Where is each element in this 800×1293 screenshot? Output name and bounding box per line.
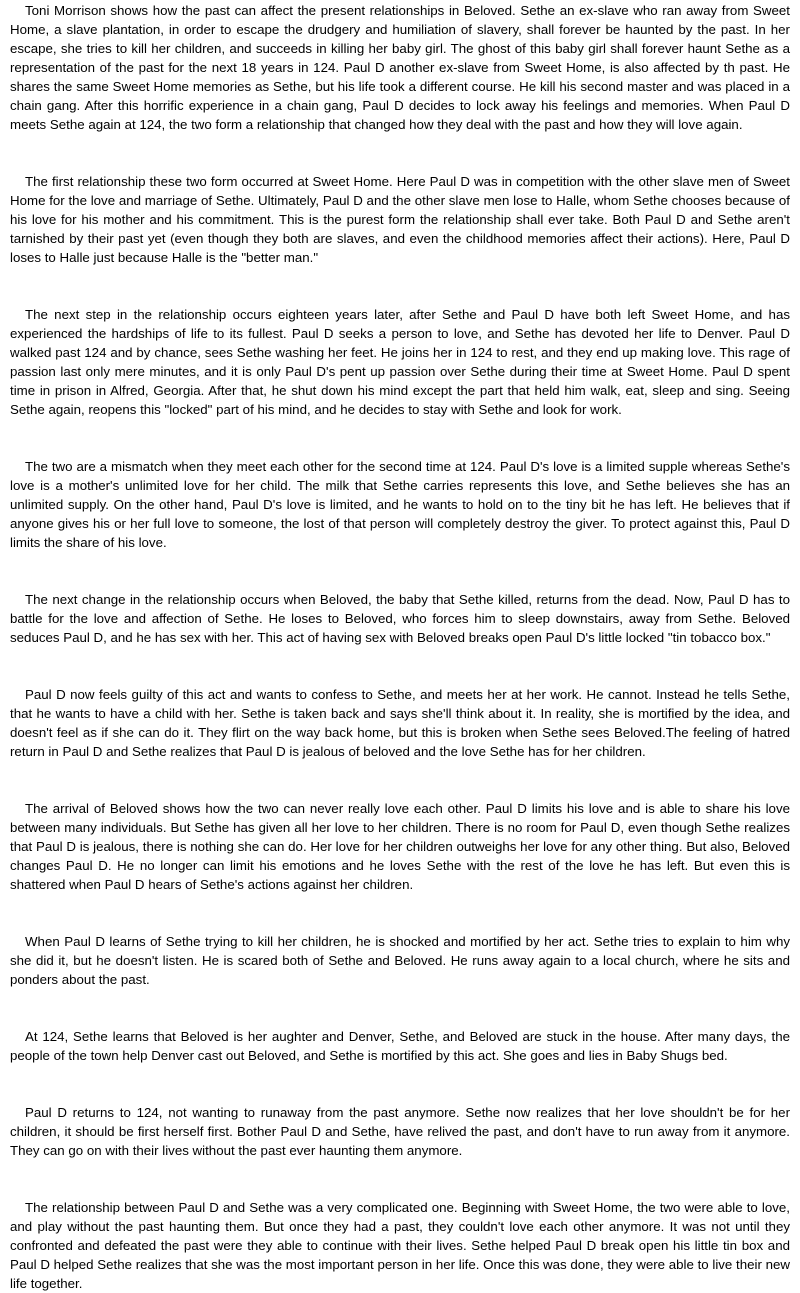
paragraph-gap	[10, 267, 790, 305]
essay-document	[10, 1, 790, 1293]
paragraph-gap	[10, 894, 790, 932]
paragraph-10: Paul D returns to 124, not wanting to runaway from the past anymore. Sethe now realizes that her love shouldn't be for her children, it should be first herself first. Bother Paul D and Sethe, have relived the past, and don't have to run away from it anymore. They can go on with their lives without the past ever haunting them anymore.	[10, 1105, 790, 1158]
paragraph-6: Paul D now feels guilty of this act and wants to confess to Sethe, and meets her at her work. He cannot. Instead he tells Sethe, that he wants to have a child with her. Sethe is taken back and says she'll think about it. In reality, she is mortified by the idea, and doesn't feel as if she can do it. They flirt on the way back home, but this is broken when Sethe sees Beloved.The feeling of hatred return in Paul D and Sethe realizes that Paul D is jealous of beloved and the love Sethe has for her children.	[10, 687, 790, 759]
paragraph-3: The next step in the relationship occurs eighteen years later, after Sethe and Paul D have both left Sweet Home, and has experienced the hardships of life to its fullest. Paul D seeks a person to love, and Sethe has devoted her life to Denver. Paul D walked past 124 and by chance, sees Sethe washing her feet. He joins her in 124 to rest, and they end up making love. This rage of passion last only mere minutes, and it is only Paul D's pent up passion over Sethe during their time at Sweet Home. Paul D spent time in prison in Alfred, Georgia. After that, he shut down his mind except the part that held him walk, eat, sleep and sing. Seeing Sethe again, reopens this "locked" part of his mind, and he decides to stay with Sethe and look for work.	[10, 307, 790, 417]
paragraph-gap	[10, 989, 790, 1027]
paragraph-gap	[10, 761, 790, 799]
paragraph-gap	[10, 419, 790, 457]
paragraph-gap	[10, 1065, 790, 1103]
paragraph-gap	[10, 1160, 790, 1198]
paragraph-9: At 124, Sethe learns that Beloved is her aughter and Denver, Sethe, and Beloved are stuck in the house. After many days, the people of the town help Denver cast out Beloved, and Sethe is mortified by this act. She goes and lies in Baby Shugs bed.	[10, 1029, 790, 1063]
paragraph-8: When Paul D learns of Sethe trying to kill her children, he is shocked and mortified by her act. Sethe tries to explain to him why she did it, but he doesn't listen. He is scared both of Sethe and Beloved. He runs away again to a local church, where he sits and ponders about the past.	[10, 934, 790, 987]
paragraph-gap	[10, 552, 790, 590]
paragraph-11: The relationship between Paul D and Sethe was a very complicated one. Beginning with Sweet Home, the two were able to love, and play without the past haunting them. But once they had a past, they couldn't love each other anymore. It was not until they confronted and defeated the past were they able to continue with their lives. Sethe helped Paul D break open his little tin box and Paul D helped Sethe realizes that she was the most important person in her life. Once this was done, they were able to live their new life together.	[10, 1200, 790, 1291]
paragraph-gap	[10, 647, 790, 685]
paragraph-gap	[10, 134, 790, 172]
paragraph-4: The two are a mismatch when they meet each other for the second time at 124. Paul D's love is a limited supple whereas Sethe's love is a mother's unlimited love for her child. The milk that Sethe carries represents this love, and Sethe believes she has an unlimited supply. On the other hand, Paul D's love is limited, and he wants to hold on to the tiny bit he has left. He believes that if anyone gives his or her full love to someone, the lost of that person will completely destroy the giver. To protect against this, Paul D limits the share of his love.	[10, 459, 790, 550]
paragraph-1: Toni Morrison shows how the past can affect the present relationships in Beloved. Sethe an ex-slave who ran away from Sweet Home, a slave plantation, in order to escape the drudgery and humiliation of slavery, shall forever be haunted by the past. In her escape, she tries to kill her children, and succeeds in killing her baby girl. The ghost of this baby girl shall forever haunt Sethe as a representation of the past for the next 18 years in 124. Paul D another ex-slave from Sweet Home, is also affected by th past. He shares the same Sweet Home memories as Sethe, but his life took a different course. He kill his second master and was placed in a chain gang. After this horrific experience in a chain gang, Paul D decides to lock away his feelings and memories. When Paul D meets Sethe again at 124, the two form a relationship that changed how they deal with the past and how they will love again.	[10, 3, 790, 132]
paragraph-7: The arrival of Beloved shows how the two can never really love each other. Paul D limits his love and is able to share his love between many individuals. But Sethe has given all her love to her children. There is no room for Paul D, even though Sethe realizes that Paul D is jealous, there is nothing she can do. Her love for her children outweighs her love for any other thing. But also, Beloved changes Paul D. He no longer can limit his emotions and he loves Sethe with the rest of the love he has left. But even this is shattered when Paul D hears of Sethe's actions against her children.	[10, 801, 790, 892]
paragraph-5: The next change in the relationship occurs when Beloved, the baby that Sethe killed, returns from the dead. Now, Paul D has to battle for the love and affection of Sethe. He loses to Beloved, who forces him to sleep downstairs, away from Sethe. Beloved seduces Paul D, and he has sex with her. This act of having sex with Beloved breaks open Paul D's little locked "tin tobacco box."	[10, 592, 790, 645]
paragraph-2: The first relationship these two form occurred at Sweet Home. Here Paul D was in competition with the other slave men of Sweet Home for the love and marriage of Sethe. Ultimately, Paul D and the other slave men lose to Halle, whom Sethe chooses because of his love for his mother and his commitment. This is the purest form the relationship shall ever take. Both Paul D and Sethe aren't tarnished by their past yet (even though they both are slaves, and even the childhood memories affect their actions). Here, Paul D loses to Halle just because Halle is the "better man."	[10, 174, 790, 265]
